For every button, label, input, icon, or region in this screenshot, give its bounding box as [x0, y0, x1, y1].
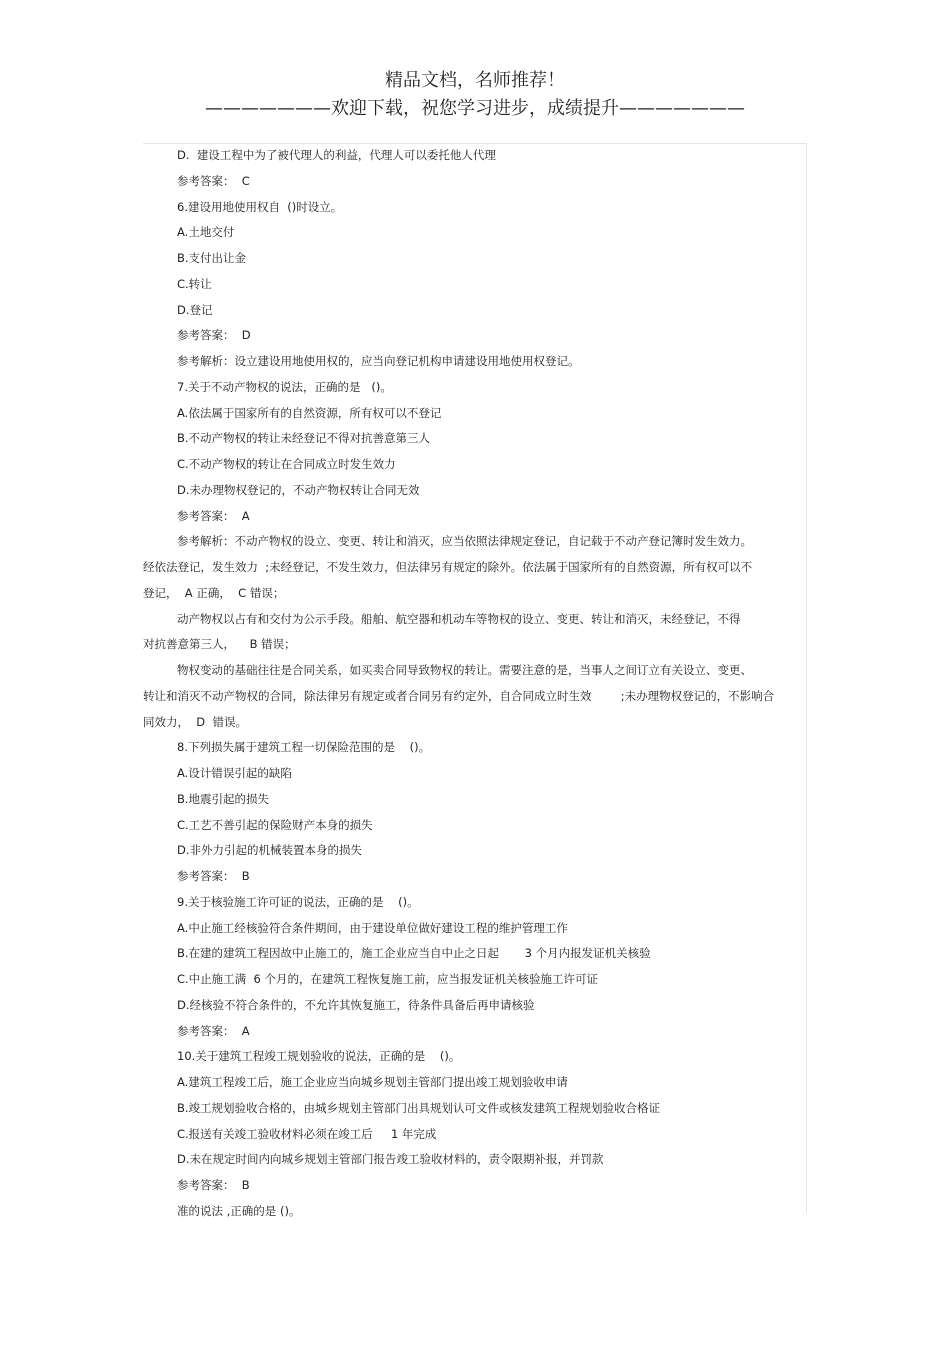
- text-line: A.土地交付: [177, 225, 235, 240]
- text-line: D.未在规定时间内向城乡规划主管部门报告竣工验收材料的，责令限期补报，并罚款: [177, 1152, 604, 1167]
- text-line: 6.建设用地使用权自 ()时设立。: [177, 199, 343, 214]
- text-line: 参考答案： A: [177, 1023, 250, 1038]
- text-line: C.报送有关竣工验收材料必须在竣工后 1 年完成: [177, 1126, 437, 1141]
- text-line: 参考解析：设立建设用地使用权的，应当向登记机构申请建设用地使用权登记。: [177, 354, 580, 368]
- text-line: C.工艺不善引起的保险财产本身的损失: [177, 817, 373, 832]
- page-header: [0, 68, 950, 122]
- text-line: 参考答案： A: [177, 508, 250, 523]
- text-line: 9.关于核验施工许可证的说法，正确的是 ()。: [177, 894, 419, 909]
- text-line: A.依法属于国家所有的自然资源，所有权可以不登记: [177, 405, 442, 420]
- text-line: D.经核验不符合条件的，不允许其恢复施工，待条件具备后再申请核验: [177, 997, 535, 1012]
- text-line: 参考解析：不动产物权的设立、变更、转让和消灭，应当依照法律规定登记，自记载于不动产登记簿时发生效力。: [177, 534, 752, 549]
- text-line: 7.关于不动产物权的说法，正确的是 ()。: [177, 379, 392, 394]
- text-line: 转让和消灭不动产物权的合同，除法律另有规定或者合同另有约定外，自合同成立时生效 ;未办理物权登记的，不影响合: [143, 688, 775, 703]
- text-line: 10.关于建筑工程竣工规划验收的说法，正确的是 ()。: [177, 1049, 461, 1064]
- text-line: 对抗善意第三人， B 错误；: [143, 637, 296, 652]
- text-line: D.登记: [177, 302, 213, 317]
- text-line: 参考答案： B: [177, 1178, 250, 1192]
- text-line: D. 建设工程中为了被代理人的利益，代理人可以委托他人代理: [177, 148, 496, 162]
- text-line: 参考答案： B: [177, 869, 250, 883]
- text-line: C.不动产物权的转让在合同成立时发生效力: [177, 457, 396, 471]
- text-line: C.中止施工满 6 个月的，在建筑工程恢复施工前，应当报发证机关核验施工许可证: [177, 972, 598, 986]
- text-line: 同效力， D 错误。: [143, 714, 247, 729]
- text-line: A.建筑工程竣工后，施工企业应当向城乡规划主管部门提出竣工规划验收申请: [177, 1075, 568, 1089]
- text-line: 经依法登记，发生效力 ;未经登记，不发生效力，但法律另有规定的除外。依法属于国家所有的自然资源，所有权可以不: [143, 560, 753, 574]
- text-line: 动产物权以占有和交付为公示手段。船舶、航空器和机动车等物权的设立、变更、转让和消灭，未经登记，不得: [177, 611, 741, 626]
- document-body: [143, 143, 803, 1225]
- text-line: A.设计错误引起的缺陷: [177, 766, 292, 780]
- text-line: B.竣工规划验收合格的，由城乡规划主管部门出具规划认可文件或核发建筑工程规划验收合格证: [177, 1100, 661, 1115]
- text-line: 参考答案： C: [177, 173, 250, 188]
- text-line: B.不动产物权的转让未经登记不得对抗善意第三人: [177, 431, 431, 446]
- text-line: 物权变动的基础往往是合同关系，如买卖合同导致物权的转让。需要注意的是，当事人之间订立有关设立、变更、: [177, 663, 752, 677]
- header-subtitle: ———————欢迎下载，祝您学习进步，成绩提升———————: [205, 98, 745, 119]
- text-line: 准的说法 ,正确的是 ()。: [177, 1203, 301, 1218]
- text-line: 登记， A 正确， C 错误；: [143, 585, 285, 600]
- text-line: 8.下列损失属于建筑工程一切保险范围的是 ()。: [177, 740, 431, 755]
- text-line: 参考答案： D: [177, 328, 251, 343]
- text-line: B.支付出让金: [177, 251, 247, 265]
- text-line: D.非外力引起的机械装置本身的损失: [177, 843, 363, 858]
- text-line: B.地震引起的损失: [177, 791, 270, 806]
- text-line: C.转让: [177, 276, 212, 291]
- text-line: B.在建的建筑工程因故中止施工的，施工企业应当自中止之日起 3 个月内报发证机关核验: [177, 946, 651, 961]
- header-title: 精品文档，名师推荐！: [385, 70, 565, 91]
- text-line: A.中止施工经核验符合条件期间，由于建设单位做好建设工程的维护管理工作: [177, 920, 568, 935]
- text-line: D.未办理物权登记的，不动产物权转让合同无效: [177, 482, 420, 497]
